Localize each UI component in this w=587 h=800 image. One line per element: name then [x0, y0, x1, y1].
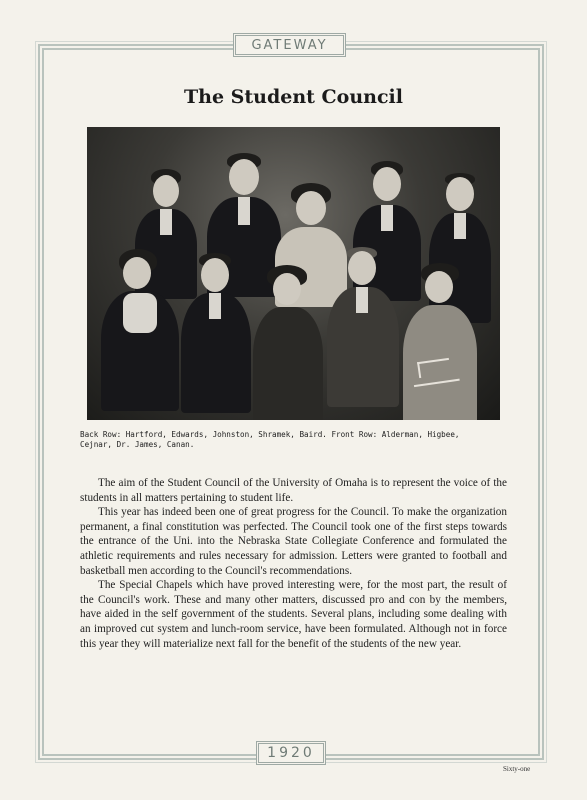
paragraph-3: The Special Chapels which have proved interesting were, for the most part, the result of the Council's work. These and many other matters, discussed pro and con by the members, have aided in the self government of the students. Several plans, including some dealing with an improved cut system and lunch-room service, have been formulated. Although not in force this year they will materialize next fall for the benefit of the students of the new year. — [80, 579, 507, 650]
header-label-box — [233, 33, 346, 57]
photo-caption — [80, 430, 510, 450]
footer-year-box — [256, 741, 326, 765]
paragraph-2: This year has indeed been one of great progress for the Council. To make the organization permanent, a final constitution was perfected. The Council took one of the first steps towards the entrance of the Uni. into the Nebraska State Collegiate Conference and formulated the athletic requirements and rules necessary for admission. Letters were granted to football and basketball men according to the Council's recommendations. — [80, 506, 507, 577]
footer-year: 1920 — [267, 745, 315, 761]
caption-line-2: Cejnar, Dr. James, Canan. — [80, 440, 195, 449]
page-title: The Student Council — [184, 86, 403, 108]
group-photo — [87, 127, 500, 420]
body-text — [80, 476, 507, 651]
header-label: GATEWAY — [251, 37, 328, 53]
caption-line-1: Back Row: Hartford, Edwards, Johnston, Shramek, Baird. Front Row: Alderman, Higbee, — [80, 430, 460, 439]
paragraph-1: The aim of the Student Council of the University of Omaha is to represent the voice of the students in all matters pertaining to student life. — [80, 477, 507, 504]
page-number: Sixty-one — [503, 765, 531, 773]
